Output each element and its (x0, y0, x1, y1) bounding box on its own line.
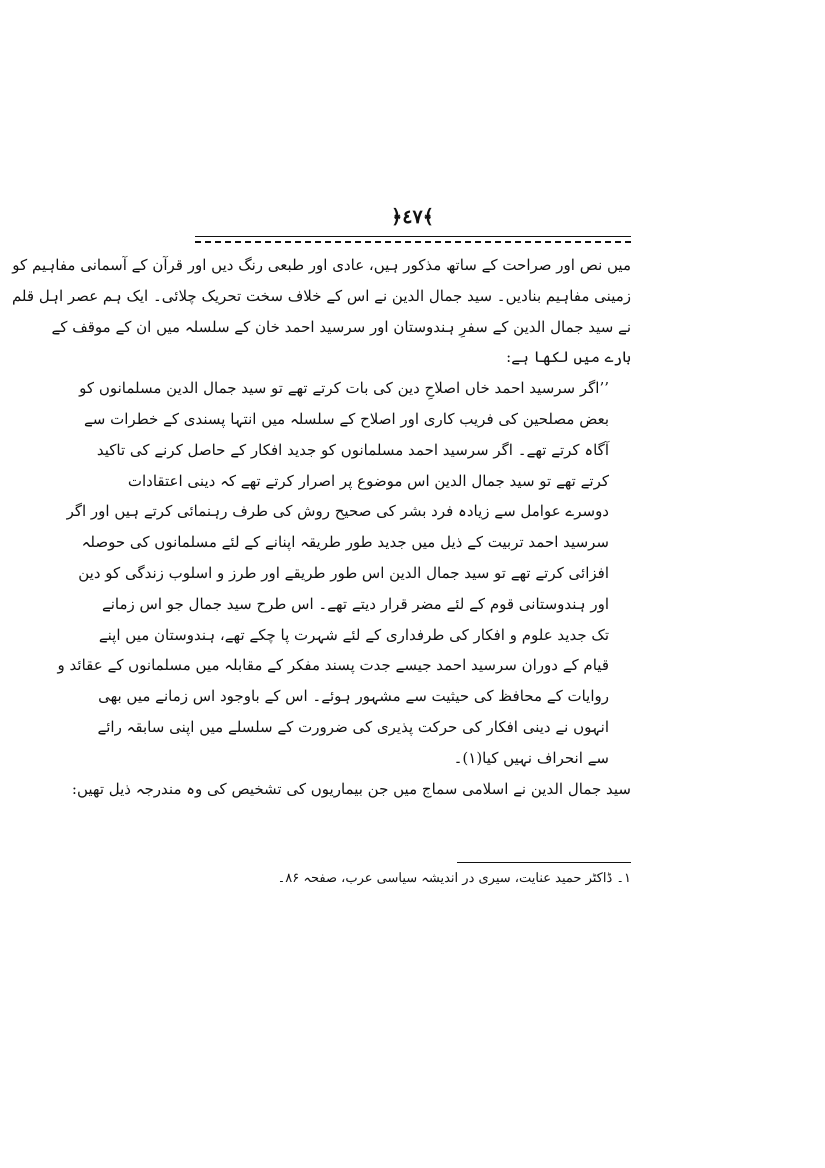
header-rule-dashed (195, 241, 631, 243)
quote-line: سے انحراف نہیں کیا(۱)۔ (453, 748, 609, 767)
text-line: نے سید جمال الدین کے سفرِ ہندوستان اور سرسید احمد خان کے سلسلہ میں ان کے موقف کے (51, 317, 631, 336)
quote-line: اور ہندوستانی قوم کے لئے مضر قرار دیتے تھے۔ اس طرح سید جمال جو اس زمانے (101, 594, 609, 613)
quote-line: بعض مصلحین کی فریب کاری اور اصلاح کے سلسلہ میں انتہا پسندی کے خطرات سے (84, 409, 609, 428)
quote-line: دوسرے عوامل سے زیادہ فرد بشر کی صحیح روش کی طرف رہنمائی کرتے ہیں اور اگر (66, 502, 609, 521)
quote-line: انہوں نے دینی افکار کی حرکت پذیری کی ضرورت کے سلسلے میں اپنی سابقہ رائے (97, 717, 609, 736)
quote-line: قیام کے دوران سرسید احمد جیسے جدت پسند مفکر کے مقابلہ میں مسلمانوں کے عقائد و (57, 656, 609, 675)
quote-line: کرتے تھے تو سید جمال الدین اس موضوع پر اصرار کرتے تھے کہ دینی اعتقادات (127, 471, 609, 490)
text-line: زمینی مفاہیم بنادیں۔ سید جمال الدین نے اس کے خلاف سخت تحریک چلائی۔ ایک ہم عصر اہل قلم (11, 286, 631, 305)
quote-line: افزائی کرتے تھے تو سید جمال الدین اس طور طریقے اور طرز و اسلوب زندگی کو دین (78, 563, 609, 582)
page-number: ﴿٤٧﴾ (391, 206, 434, 228)
quote-line: آگاہ کرتے تھے۔ اگر سرسید احمد مسلمانوں کو جدید افکار کے حاصل کرنے کی تاکید (96, 440, 609, 459)
header-rule (195, 236, 631, 237)
quote-line: ’’اگر سرسید احمد خاں اصلاحِ دین کی بات کرتے تھے تو سید جمال الدین مسلمانوں کو (79, 379, 609, 398)
footnote-rule (457, 862, 631, 863)
quote-line: سرسید احمد تربیت کے ذیل میں جدید طور طریقہ اپنانے کے لئے مسلمانوں کی حوصلہ (81, 533, 609, 552)
quote-line: تک جدید علوم و افکار کی طرفداری کے لئے شہرت پا چکے تھے، ہندوستان میں اپنے (98, 625, 609, 644)
text-line: میں نص اور صراحت کے ساتھ مذکور ہیں، عادی اور طبعی رنگ دیں اور قرآن کے آسمانی مفاہیم کو (12, 256, 631, 274)
paragraph-1 (11, 250, 631, 373)
body-text (11, 250, 631, 804)
text-line: بارے میں لکھا ہے: (506, 348, 631, 367)
footnote: ۱۔ ڈاکٹر حمید عنایت، سیری در اندیشہ سیاسی عرب، صفحہ ۸۶۔ (277, 871, 631, 886)
paragraph-2 (71, 774, 631, 805)
quote-line: روایات کے محافظ کی حیثیت سے مشہور ہوئے۔ اس کے باوجود اس زمانے میں بھی (98, 687, 609, 706)
block-quote (57, 373, 631, 773)
text-line: سید جمال الدین نے اسلامی سماج میں جن بیماریوں کی تشخیص کی وہ مندرجہ ذیل تھیں: (71, 779, 631, 798)
